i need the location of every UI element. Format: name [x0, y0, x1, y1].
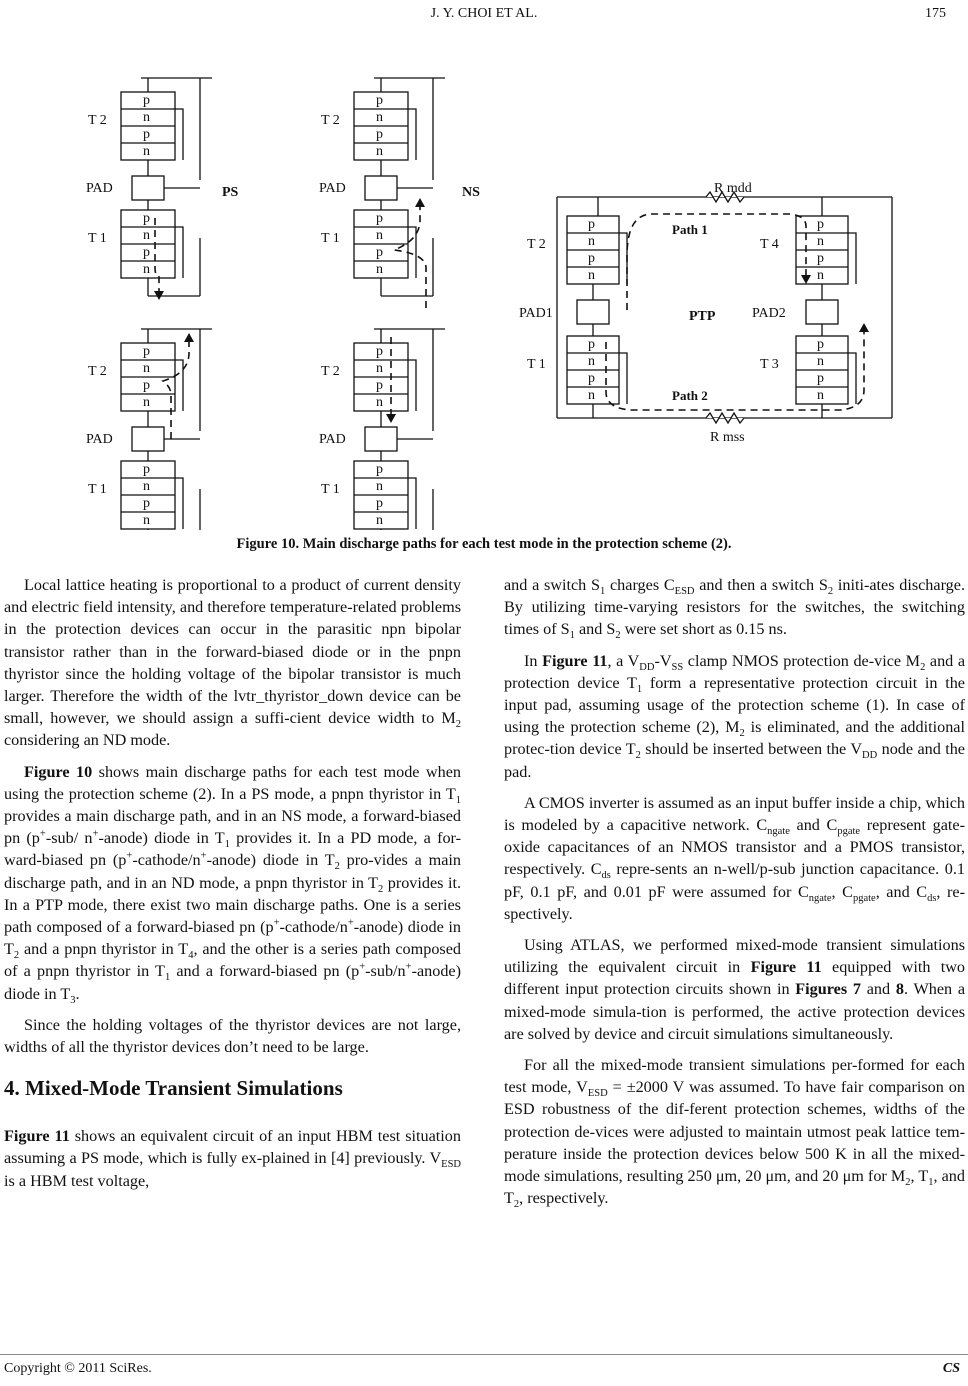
path2-label: Path 2	[672, 388, 708, 403]
device-label-T2: T 2	[321, 364, 340, 379]
layer-label: p	[588, 337, 595, 353]
wire	[848, 353, 856, 404]
running-title: J. Y. CHOI ET AL.	[430, 6, 538, 21]
layer-label: n	[376, 110, 383, 126]
discharge-arrow	[386, 414, 396, 423]
wire	[175, 109, 183, 160]
resistor-label-rmss: R mss	[710, 430, 745, 445]
device-label-T3: T 3	[760, 357, 779, 372]
pad1-label: PAD1	[519, 306, 553, 321]
layer-label: p	[376, 496, 383, 512]
pad-box	[132, 427, 164, 451]
layer-label: p	[817, 251, 824, 267]
pad-label: PAD	[319, 432, 346, 447]
paragraph: A CMOS inverter is assumed as an input buffer inside a chip, which is modeled by a capacitive network. $C_{ngate}$ and $C_{pgate}$ represent gate-oxide capacitances of an NMOS transistor and a PMOS transistor, respectively. $C_{ds}$ repre-sents an n-well/p-sub junction capacitance. 0.1 pF, 0.1 pF, and 0.01 pF were assumed for $C_{ngate}$, $C_{pgate}$, and $C_{ds}$, re-spectively.	[504, 793, 965, 923]
figure-10-diagram	[0, 30, 968, 530]
layer-label: p	[376, 245, 383, 261]
test-mode-label: PS	[222, 185, 239, 200]
layer-label: p	[817, 217, 824, 233]
paragraph: and a switch $S_1$ charges $C_{ESD}$ and then a switch $S_2$ initi-ates discharge. By utilizing time-varying resistors for the switches, the switching times of $S_1$ and $S_2$ were set short as 0.15 ns.	[504, 576, 966, 642]
layer-label: p	[376, 378, 383, 394]
layer-label: p	[588, 371, 595, 387]
layer-label: n	[376, 144, 383, 160]
pad2-label: PAD2	[752, 306, 786, 321]
layer-label: n	[588, 388, 595, 404]
paragraph: Figure 11 shows an equivalent circuit of an input HBM test situation assuming a PS mode, which is fully ex-plained in [4] previously. $V_{ESD}$ is a HBM test voltage,	[4, 1127, 461, 1190]
wire	[619, 233, 627, 284]
layer-label: p	[588, 217, 595, 233]
resistor-rmss	[706, 413, 744, 423]
device-label-T2: T 2	[527, 237, 546, 252]
right-column	[504, 574, 965, 1218]
layer-label: p	[376, 93, 383, 109]
test-mode-label: NS	[462, 185, 480, 200]
layer-label: n	[143, 228, 150, 244]
pad-label: PAD	[319, 181, 346, 196]
layer-label: n	[376, 262, 383, 278]
discharge-arrow	[184, 333, 194, 342]
copyright: Copyright © 2011 SciRes.	[4, 1361, 152, 1376]
pad2-box	[806, 300, 838, 324]
test-mode-label: PTP	[689, 309, 716, 324]
pad-box	[132, 176, 164, 200]
layer-label: p	[143, 462, 150, 478]
wire	[175, 227, 183, 278]
wire	[408, 109, 416, 160]
layer-label: n	[817, 234, 824, 250]
layer-label: n	[376, 361, 383, 377]
figure-10	[0, 30, 968, 530]
wire	[619, 353, 627, 404]
discharge-arrow	[859, 323, 869, 332]
running-header	[0, 2, 968, 24]
wire	[408, 360, 416, 411]
layer-label: n	[143, 110, 150, 126]
layer-label: p	[143, 378, 150, 394]
paragraph: In Figure 11, a $V_{DD}-V_{SS}$ clamp NMOS protection de-vice $M_2$ and a protection device $T_1$ form a representative protection circuit in the input pad, assuming usage of the protection scheme (1). In case of using the protection scheme (2), $M_2$ is eliminated, and the additional protec-tion device $T_2$ should be inserted between the $V_{DD}$ node and the pad.	[504, 651, 966, 781]
layer-label: n	[143, 479, 150, 495]
discharge-arrow	[415, 198, 425, 207]
layer-label: n	[143, 144, 150, 160]
layer-label: n	[376, 228, 383, 244]
paragraph: Using ATLAS, we performed mixed-mode transient simulations utilizing the equivalent circuit in Figure 11 equipped with two different input protection circuits shown in Figures 7 and 8. When a mixed-mode simula-tion is performed, the active protection devices are solved by device and circuit simulations simultaneously.	[504, 936, 966, 1043]
device-label-T1: T 1	[88, 231, 107, 246]
layer-label: p	[143, 93, 150, 109]
layer-label: p	[143, 496, 150, 512]
layer-label: p	[376, 211, 383, 227]
device-label-T4: T 4	[760, 237, 779, 252]
page-number: 175	[925, 6, 946, 21]
layer-label: n	[376, 395, 383, 411]
journal-abbrev: CS	[942, 1361, 960, 1376]
layer-label: p	[143, 211, 150, 227]
layer-label: p	[817, 337, 824, 353]
wire	[175, 478, 183, 529]
device-label-T1: T 1	[321, 482, 340, 497]
layer-label: n	[588, 268, 595, 284]
layer-label: n	[143, 395, 150, 411]
device-label-T2: T 2	[88, 113, 107, 128]
layer-label: p	[143, 344, 150, 360]
layer-label: n	[143, 361, 150, 377]
layer-label: p	[143, 127, 150, 143]
paragraph: Since the holding voltages of the thyristor devices are not large, widths of all the thyristor devices don’t need to be large.	[4, 1015, 461, 1057]
pad-box	[365, 176, 397, 200]
pad-label: PAD	[86, 181, 113, 196]
left-column	[4, 574, 461, 1201]
path1-label: Path 1	[672, 222, 708, 237]
device-label-T2: T 2	[321, 113, 340, 128]
paragraph: Figure 10 shows main discharge paths for each test mode when using the protection scheme (2). In a PS mode, a pnpn thyristor in $T_1$ provides a main discharge path, and in an NS mode, a forward-biased pn (p+-sub/ n+-anode) diode in $T_1$ provides it. In a PD mode, a for-ward-biased pn (p+-cathode/n+-anode) diode in $T_2$ pro-vides a main discharge path, and in an ND mode, a pnpn thyristor in $T_2$ provides it. In a PTP mode, there exist two main discharge paths. One is a series path composed of a forward-biased pn (p+-cathode/n+-anode) diode in $T_2$ and a pnpn thyristor in $T_4$, and the other is a series path composed of a pnpn thyristor in $T_1$ and a forward-biased pn (p+-sub/n+-anode) diode in $T_3$.	[4, 762, 462, 1006]
layer-label: p	[817, 371, 824, 387]
layer-label: p	[143, 245, 150, 261]
wire	[175, 360, 183, 411]
layer-label: n	[143, 513, 150, 529]
layer-label: n	[588, 234, 595, 250]
wire	[848, 233, 856, 284]
layer-label: n	[588, 354, 595, 370]
layer-label: n	[817, 354, 824, 370]
section-heading: 4. Mixed-Mode Transient Simulations	[4, 1076, 343, 1101]
device-label-T2: T 2	[88, 364, 107, 379]
pad-box	[365, 427, 397, 451]
resistor-label-rmdd: R mdd	[714, 181, 752, 196]
paragraph: Local lattice heating is proportional to a product of current density and electric field intensity, and therefore temperature-related problems in the protection devices can occur in the parasitic npn bipolar transistor rather than in the forward-biased diode or in the pnpn thyristor since the holding voltage of the bipolar transistor is much larger. Therefore the width of the lvtr_thyristor_down device can be small, however, we should assign a suffi-cient device width to $M_2$ considering an ND mode.	[4, 576, 461, 750]
wire	[408, 478, 416, 529]
device-label-T1: T 1	[88, 482, 107, 497]
layer-label: n	[817, 268, 824, 284]
device-label-T1: T 1	[321, 231, 340, 246]
layer-label: p	[376, 127, 383, 143]
device-label-T1: T 1	[527, 357, 546, 372]
footer-rule	[0, 1354, 968, 1355]
figure-caption: Figure 10. Main discharge paths for each test mode in the protection scheme (2).	[236, 536, 732, 552]
discharge-path	[627, 214, 806, 310]
layer-label: n	[376, 479, 383, 495]
layer-label: p	[376, 462, 383, 478]
pad1-box	[577, 300, 609, 324]
layer-label: n	[376, 513, 383, 529]
pad-label: PAD	[86, 432, 113, 447]
paragraph: For all the mixed-mode transient simulations per-formed for each test mode, $V_{ESD} = \pm 2000$ V was assumed. To have fair comparison on ESD robustness of the dif-ferent protection schemes, widths of the protection de-vices were adjusted to maintain utmost peak lattice tem-perature inside the protection devices below 500 K in all the mixed-mode simulations, resulting 250 μm, 20 μm, and 20 μm for $M_2$, $T_1$, and $T_2$, respectively.	[504, 1056, 965, 1211]
layer-label: n	[817, 388, 824, 404]
layer-label: p	[588, 251, 595, 267]
layer-label: p	[376, 344, 383, 360]
layer-label: n	[143, 262, 150, 278]
